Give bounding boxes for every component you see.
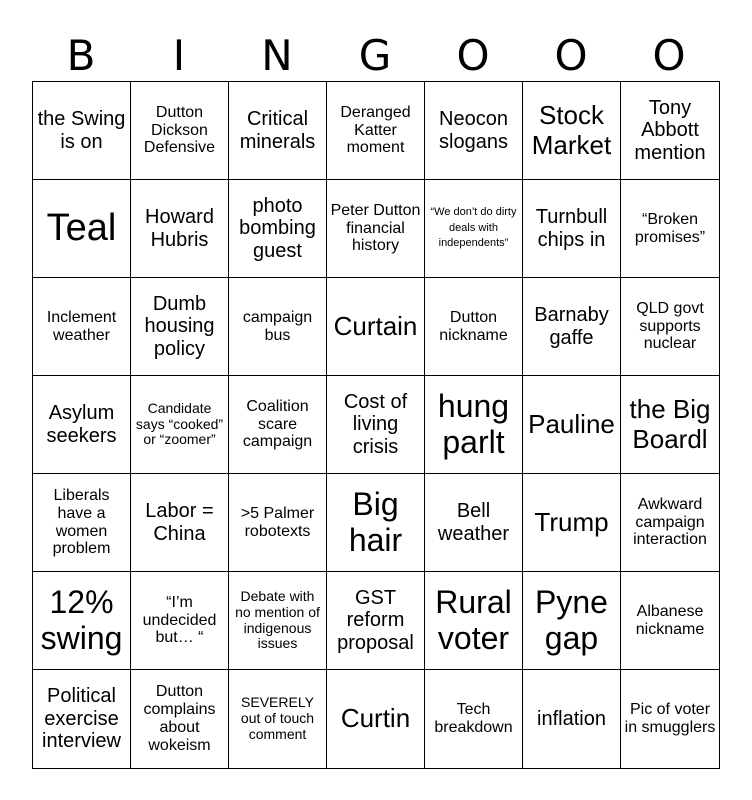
bingo-cell[interactable]: Dutton nickname bbox=[425, 278, 523, 376]
bingo-cell[interactable]: Pic of voter in smugglers bbox=[624, 701, 716, 736]
header-letter: O bbox=[652, 30, 686, 80]
bingo-cell[interactable]: Liberals have a women problem bbox=[33, 474, 131, 572]
header-letter: O bbox=[554, 30, 588, 80]
bingo-cell[interactable]: Peter Dutton financial history bbox=[327, 180, 425, 278]
header-letter: B bbox=[66, 30, 96, 80]
bingo-cell[interactable]: Dutton Dickson Defensive bbox=[131, 82, 229, 180]
bingo-cell[interactable]: Howard Hubris bbox=[131, 180, 229, 278]
bingo-cell[interactable]: campaign bus bbox=[229, 278, 327, 376]
bingo-cell[interactable]: Cost of living crisis bbox=[327, 376, 425, 474]
bingo-cell[interactable]: photo bombing guest bbox=[229, 180, 327, 278]
bingo-cell[interactable]: the Big Boardl bbox=[621, 376, 719, 474]
bingo-cell[interactable]: 12% swing bbox=[33, 572, 131, 670]
bingo-cell[interactable]: hung parlt bbox=[425, 376, 523, 474]
bingo-cell[interactable]: QLD govt supports nuclear bbox=[621, 278, 719, 376]
bingo-cell[interactable]: Labor = China bbox=[131, 474, 229, 572]
bingo-cell[interactable]: Political exercise interview bbox=[33, 670, 131, 768]
bingo-cell[interactable]: Barnaby gaffe bbox=[523, 278, 621, 376]
bingo-board bbox=[32, 81, 720, 769]
bingo-cell[interactable]: inflation bbox=[523, 670, 621, 768]
bingo-cell[interactable]: “Broken promises” bbox=[621, 180, 719, 278]
bingo-cell[interactable]: Big hair bbox=[327, 474, 425, 572]
bingo-cell[interactable]: Dumb housing policy bbox=[131, 278, 229, 376]
bingo-cell[interactable]: “We don’t do dirty deals with independents” bbox=[425, 180, 523, 278]
bingo-cell[interactable]: SEVERELY out of touch comment bbox=[229, 670, 327, 768]
bingo-cell[interactable]: Turnbull chips in bbox=[523, 180, 621, 278]
header-letter: N bbox=[261, 30, 293, 80]
bingo-cell[interactable]: Dutton complains about wokeism bbox=[131, 670, 229, 768]
bingo-cell[interactable]: “I’m undecided but… “ bbox=[131, 572, 229, 670]
bingo-cell[interactable]: Pauline bbox=[523, 376, 621, 474]
bingo-cell[interactable]: Candidate says “cooked” or “zoomer” bbox=[131, 376, 229, 474]
bingo-cell[interactable]: Coalition scare campaign bbox=[229, 376, 327, 474]
bingo-cell[interactable]: Tony Abbott mention bbox=[621, 82, 719, 180]
bingo-cell[interactable]: Curtin bbox=[327, 670, 425, 768]
bingo-cell[interactable]: GST reform proposal bbox=[327, 572, 425, 670]
header-letter: I bbox=[172, 30, 186, 80]
header-letter: O bbox=[456, 30, 490, 80]
bingo-header bbox=[32, 28, 718, 82]
bingo-cell[interactable]: Bell weather bbox=[425, 474, 523, 572]
bingo-cell[interactable]: Neocon slogans bbox=[425, 82, 523, 180]
header-letter: G bbox=[358, 30, 392, 80]
bingo-cell[interactable]: Rural voter bbox=[425, 572, 523, 670]
bingo-cell[interactable]: Trump bbox=[523, 474, 621, 572]
bingo-cell[interactable]: Pyne gap bbox=[523, 572, 621, 670]
bingo-cell[interactable]: Awkward campaign interaction bbox=[621, 474, 719, 572]
bingo-cell[interactable]: Debate with no mention of indigenous issues bbox=[229, 572, 327, 670]
bingo-cell[interactable]: Critical minerals bbox=[229, 82, 327, 180]
bingo-cell[interactable]: Asylum seekers bbox=[33, 376, 131, 474]
bingo-cell[interactable]: >5 Palmer robotexts bbox=[229, 474, 327, 572]
bingo-cell[interactable]: Albanese nickname bbox=[621, 572, 719, 670]
bingo-cell[interactable]: the Swing is on bbox=[33, 82, 131, 180]
bingo-cell[interactable]: Stock Market bbox=[523, 82, 621, 180]
bingo-cell[interactable]: Deranged Katter moment bbox=[327, 82, 425, 180]
bingo-cell[interactable]: Curtain bbox=[327, 278, 425, 376]
bingo-cell[interactable]: Tech breakdown bbox=[425, 670, 523, 768]
bingo-cell[interactable]: Teal bbox=[33, 180, 131, 278]
bingo-cell[interactable]: Inclement weather bbox=[33, 278, 131, 376]
